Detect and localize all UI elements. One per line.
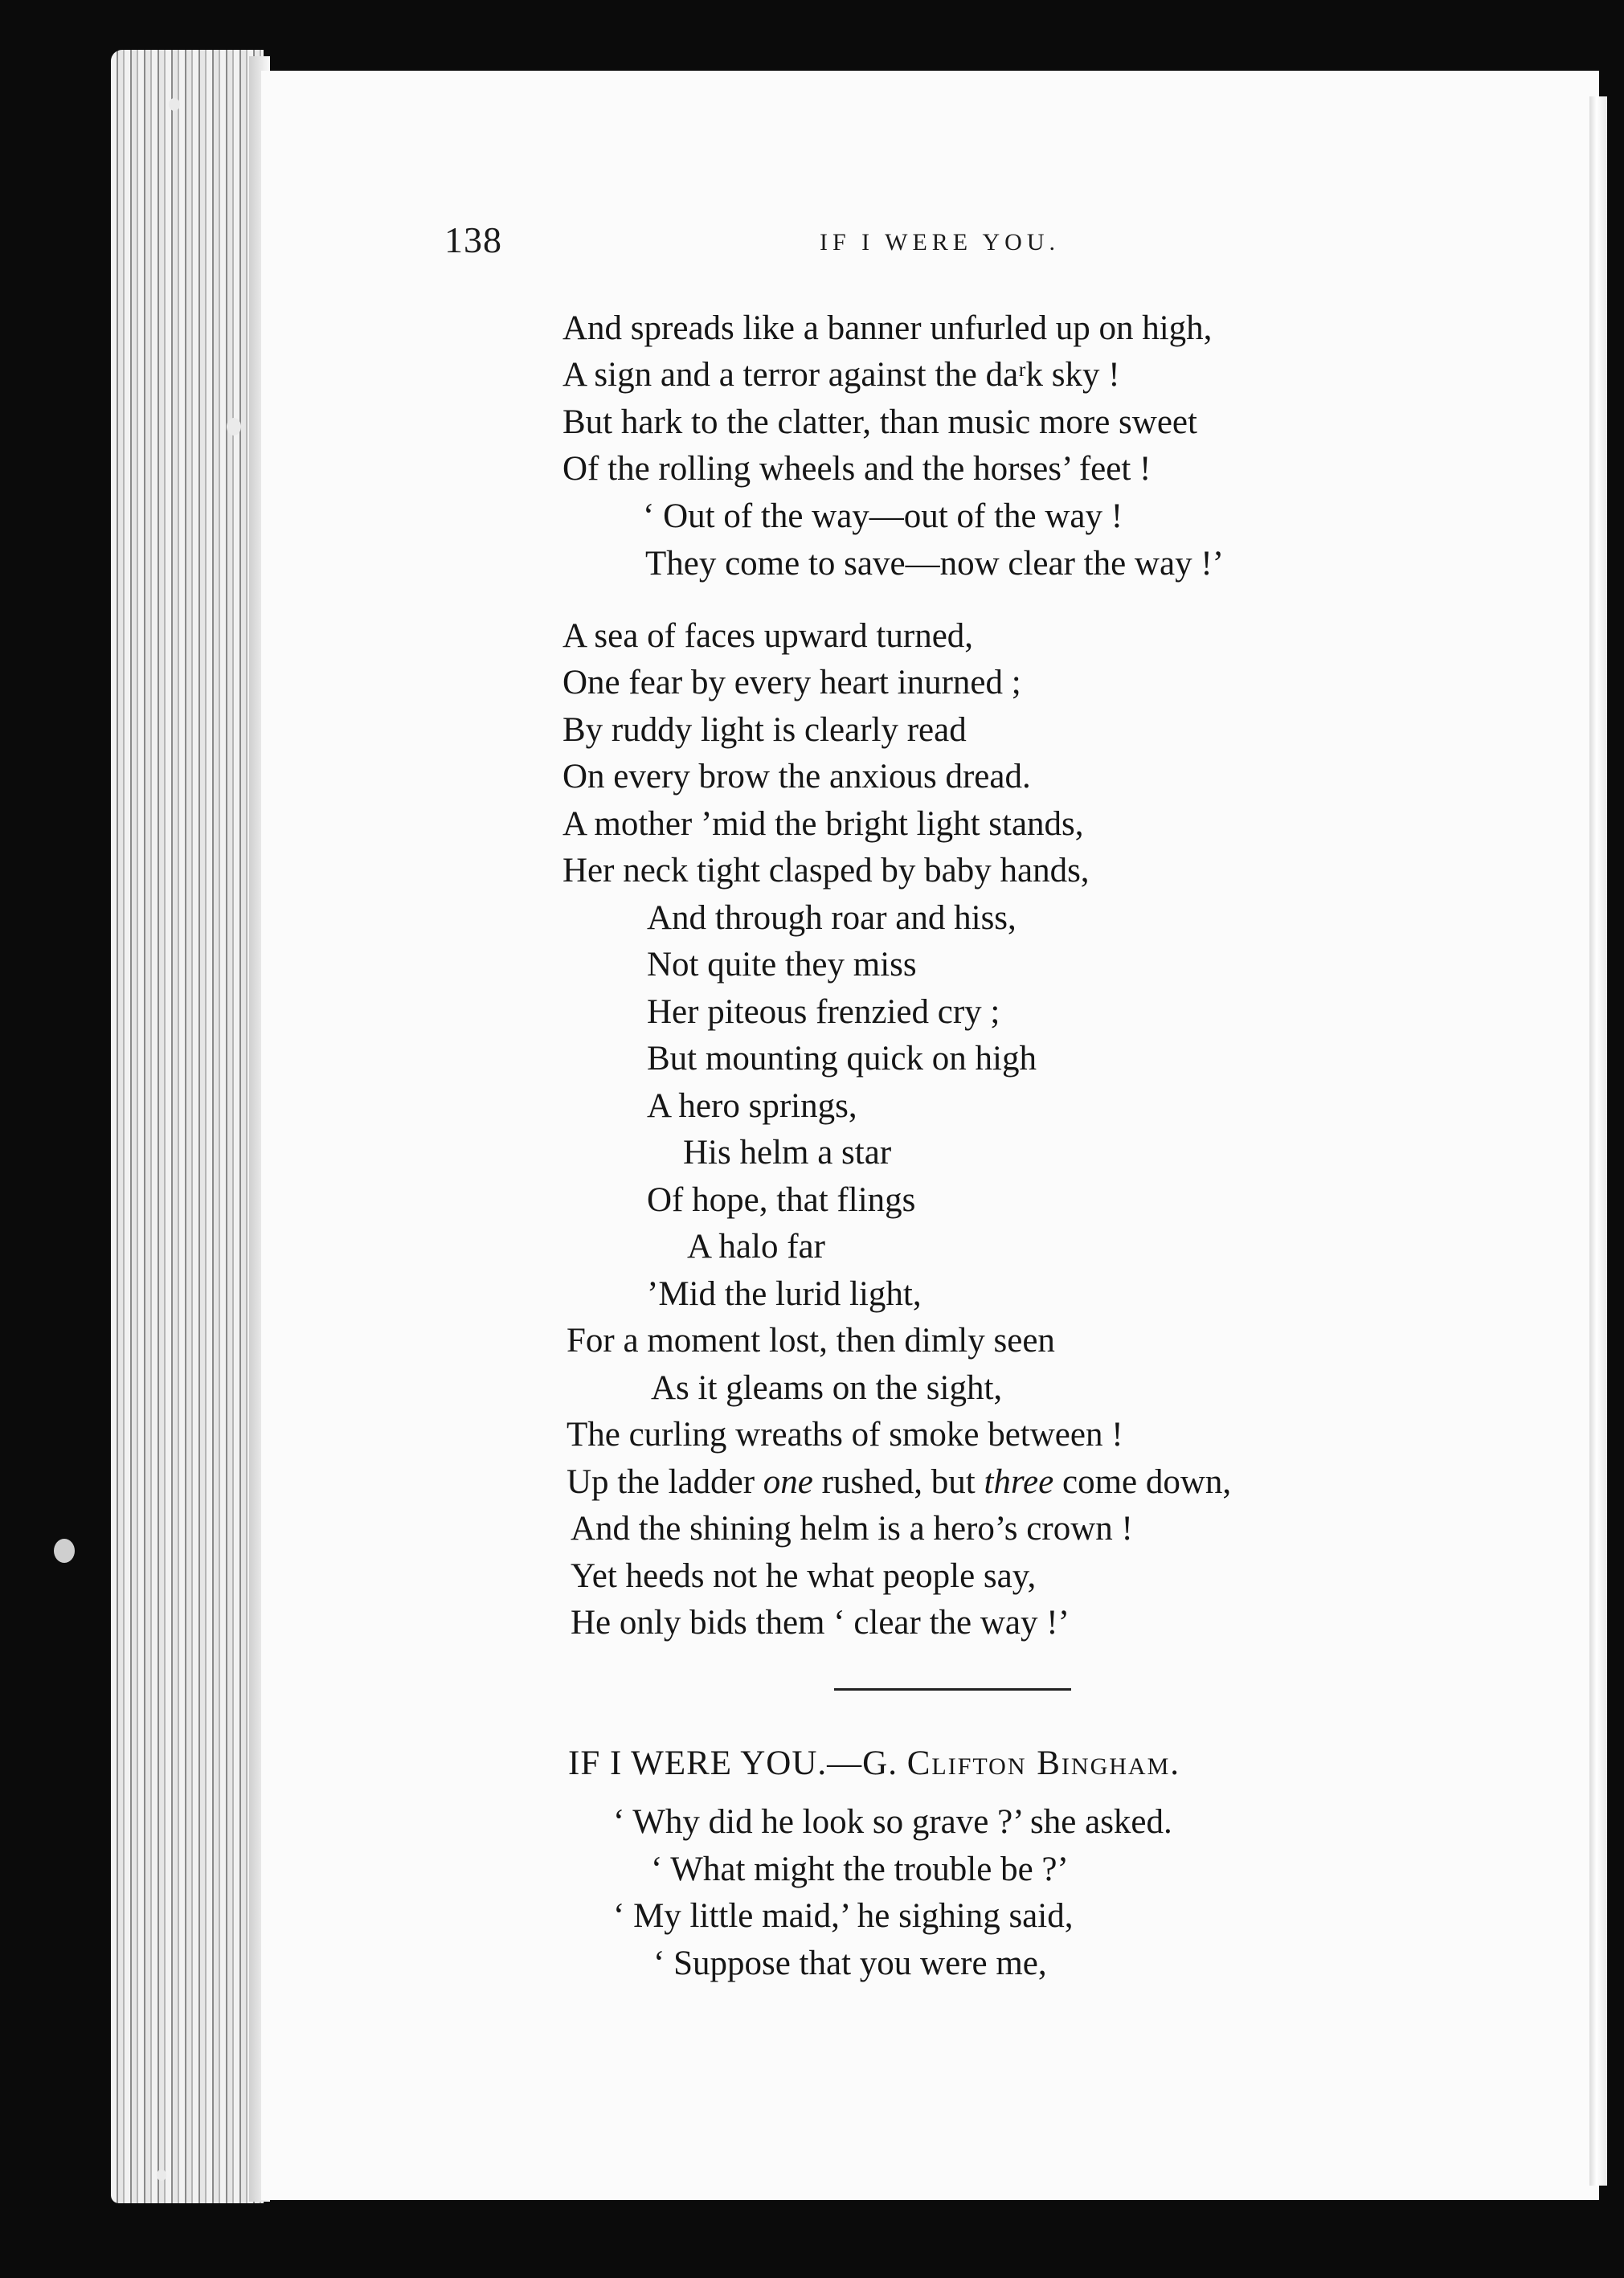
- verse-line: As it gleams on the sight,: [651, 1369, 1003, 1407]
- verse-line: His helm a star: [683, 1134, 892, 1172]
- verse-line: One fear by every heart inurned ;: [562, 664, 1021, 701]
- verse-line: ’Mid the lurid light,: [647, 1275, 922, 1313]
- poem-author: Clifton Bingham.: [906, 1744, 1181, 1782]
- italic-word: one: [763, 1463, 813, 1501]
- running-title: IF I WERE YOU.: [820, 229, 1060, 256]
- verse-line: Of hope, that flings: [647, 1181, 916, 1219]
- verse-line: And spreads like a banner unfurled up on high,: [562, 309, 1213, 347]
- verse-line: A hero springs,: [647, 1087, 857, 1125]
- verse-text: rushed, but: [812, 1463, 984, 1501]
- verse-text: come down,: [1053, 1463, 1232, 1501]
- poem-title-text: IF I WERE YOU.—G.: [568, 1744, 907, 1782]
- poem-line: ‘ Why did he look so grave ?’ she asked.: [613, 1803, 1172, 1841]
- section-divider: [834, 1688, 1071, 1691]
- verse-line: The curling wreaths of smoke between !: [567, 1416, 1123, 1454]
- verse-line-with-italics: [567, 1465, 1231, 1499]
- verse-line: A sea of faces upward turned,: [562, 617, 974, 655]
- verse-line: A halo far: [687, 1228, 825, 1266]
- italic-word: three: [984, 1463, 1054, 1501]
- verse-line: Of the rolling wheels and the horses’ feet !: [562, 450, 1152, 488]
- poem-line: ‘ Suppose that you were me,: [653, 1945, 1047, 1982]
- verse-line: A sign and a terror against the daʳk sky !: [562, 356, 1120, 394]
- verse-line: They come to save—now clear the way !’: [645, 545, 1224, 583]
- verse-line: A mother ’mid the bright light stands,: [562, 805, 1084, 843]
- poem-line: ‘ What might the trouble be ?’: [651, 1851, 1069, 1888]
- verse-line: He only bids them ‘ clear the way !’: [571, 1604, 1070, 1642]
- poem-title: [568, 1744, 1180, 1783]
- verse-line: For a moment lost, then dimly seen: [567, 1322, 1055, 1360]
- page-number: 138: [444, 219, 502, 260]
- verse-line: But hark to the clatter, than music more sweet: [562, 403, 1197, 441]
- verse-line: Her piteous frenzied cry ;: [647, 993, 1000, 1031]
- verse-line: ‘ Out of the way—out of the way !: [643, 497, 1123, 535]
- verse-line: By ruddy light is clearly read: [562, 711, 967, 749]
- verse-text: Up the ladder: [567, 1463, 763, 1501]
- verse-line: Her neck tight clasped by baby hands,: [562, 852, 1090, 890]
- verse-line: Not quite they miss: [647, 946, 917, 984]
- verse-line: Yet heeds not he what people say,: [571, 1557, 1037, 1595]
- poem-line: ‘ My little maid,’ he sighing said,: [613, 1897, 1074, 1935]
- verse-line: On every brow the anxious dread.: [562, 758, 1031, 795]
- verse-line: And through roar and hiss,: [647, 899, 1017, 937]
- verse-line: But mounting quick on high: [647, 1040, 1037, 1078]
- verse-line: And the shining helm is a hero’s crown !: [571, 1510, 1133, 1548]
